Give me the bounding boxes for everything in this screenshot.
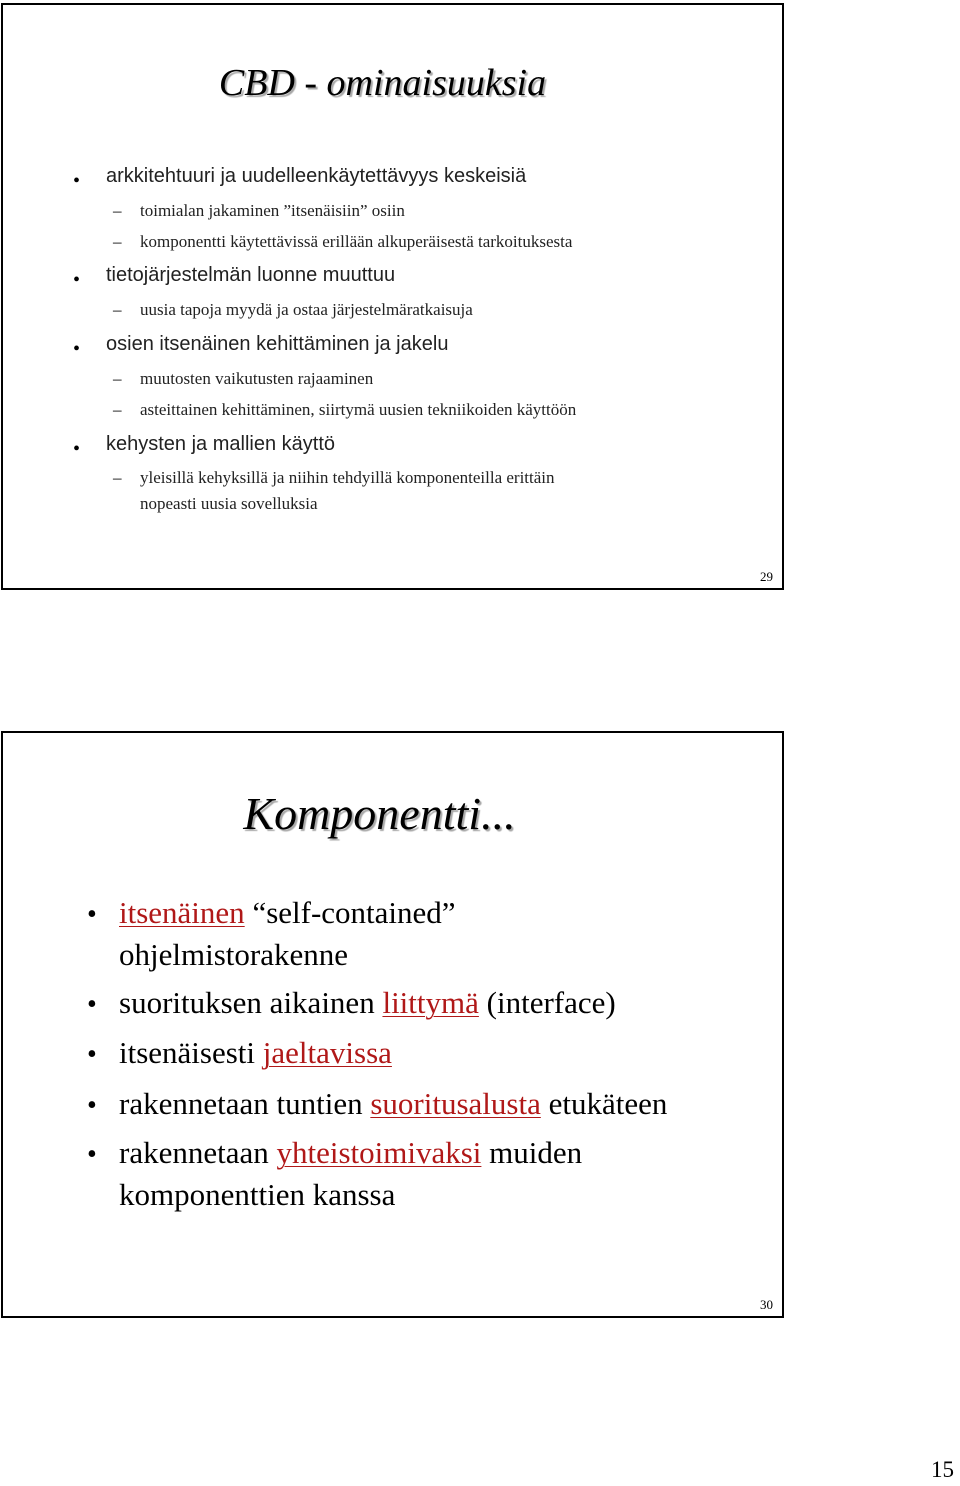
bullet-dot: •: [73, 269, 81, 291]
sub-bullet-text: yleisillä kehyksillä ja niihin tehdyillä komponenteilla erittäin: [140, 468, 555, 487]
bullet-dot: •: [87, 989, 97, 1020]
slide-30: [1, 731, 784, 1318]
dash-marker: –: [113, 300, 122, 319]
bullet-dot: •: [73, 338, 81, 360]
term-link[interactable]: suoritusalusta: [370, 1086, 541, 1121]
slide-title: CBD - ominaisuuksia: [218, 62, 547, 104]
bullet-text: osien itsenäinen kehittäminen ja jakelu: [106, 333, 449, 355]
bullet-dot: •: [87, 1139, 97, 1170]
bullet-text: rakennetaan tuntien suoritusalusta etukäteen: [119, 1086, 668, 1121]
sub-bullet-text: toimialan jakaminen ”itsenäisiin” osiin: [140, 201, 405, 220]
bullet-text-continued: ohjelmistorakenne: [119, 937, 348, 972]
sub-bullet-text: asteittainen kehittäminen, siirtymä uusien tekniikoiden käyttöön: [140, 400, 577, 419]
sub-bullet-text: uusia tapoja myydä ja ostaa järjestelmäratkaisuja: [140, 300, 473, 319]
sub-bullet-text: komponentti käytettävissä erillään alkuperäisestä tarkoituksesta: [140, 232, 573, 251]
sub-bullet-text: muutosten vaikutusten rajaaminen: [140, 369, 374, 388]
term-link[interactable]: liittymä: [382, 985, 479, 1020]
bullet-dot: •: [73, 170, 81, 192]
term-link[interactable]: jaeltavissa: [262, 1035, 392, 1070]
bullet-text: arkkitehtuuri ja uudelleenkäytettävyys keskeisiä: [106, 165, 527, 187]
dash-marker: –: [113, 400, 122, 419]
slide-number: 30: [760, 1297, 773, 1312]
dash-marker: –: [113, 468, 122, 487]
bullet-text: tietojärjestelmän luonne muuttuu: [106, 264, 396, 286]
dash-marker: –: [113, 369, 122, 388]
term-link[interactable]: itsenäinen: [119, 895, 245, 930]
bullet-text: rakennetaan yhteistoimivaksi muiden: [119, 1135, 583, 1170]
bullet-text: suorituksen aikainen liittymä (interface): [119, 985, 616, 1020]
slide-title: Komponentti...: [243, 788, 516, 839]
slide-29: [1, 3, 784, 590]
bullet-dot: •: [87, 1090, 97, 1121]
dash-marker: –: [113, 201, 122, 220]
bullet-dot: •: [87, 1039, 97, 1070]
bullet-dot: •: [73, 438, 81, 460]
page-number: 15: [931, 1457, 954, 1482]
slide-number: 29: [760, 569, 773, 584]
bullet-dot: •: [87, 899, 97, 930]
term-link[interactable]: yhteistoimivaksi: [276, 1135, 482, 1170]
sub-bullet-text-continued: nopeasti uusia sovelluksia: [140, 494, 318, 513]
dash-marker: –: [113, 232, 122, 251]
bullet-text: kehysten ja mallien käyttö: [106, 433, 336, 455]
bullet-text: itsenäisesti jaeltavissa: [119, 1035, 392, 1070]
bullet-text-continued: komponenttien kanssa: [119, 1177, 396, 1212]
bullet-text: itsenäinen “self-contained”: [119, 895, 456, 930]
